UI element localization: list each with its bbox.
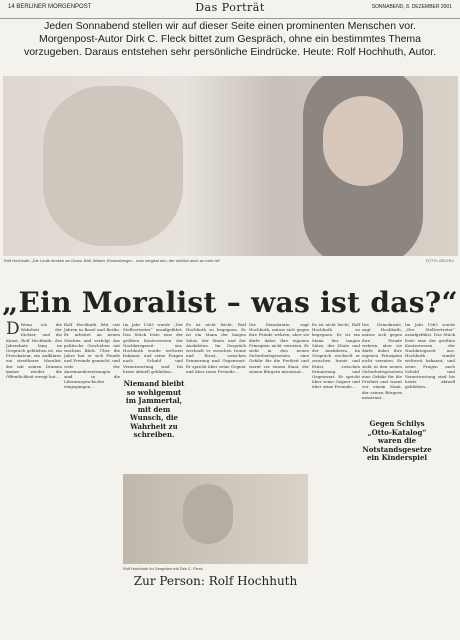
headline: „Ein Moralist – was ist das?“ (2, 286, 458, 319)
pull-quote: Niemand bleibt so wohlgemut im Jammertal, mit dem Wunsch, die Wahrheit zu schreiben. (123, 379, 185, 439)
issue-date: SONNABEND, 8. DEZEMBER 2001 (371, 4, 452, 10)
main-photo (3, 76, 458, 256)
photo-caption: Rolf Hochhuth: „Die Leute denken an Grass, Böll, Walser, Enzensberger... man vergisst den, der wirklich auch an mich ist“ (4, 258, 221, 263)
column-3-top: Im Jahr 1963 wurde „Der Stellvertreter“ uraufgeführt. Das Stück löste eine der größten Kontroversen der Nachkriegszeit aus. Hochhuth wurde weltweit bekannt, und seine Fragen nach Schuld und Verantwortung sind bis heute aktuell geblieben... (123, 322, 183, 374)
column-2: Rolf Hochhuth lebt seit Jahren in Basel und Berlin. Er arbeitet an neuen Stücken und verfolgt das politische Geschehen mit wachem Blick. Über die Jahre hat er sich Feinde und Freunde gemacht, und viele der Auseinandersetzungen sind in die Literaturgeschichte eingegangen... (64, 322, 120, 390)
secondary-photo-caption: Rolf Hochhuth im Gespräch mit Dirk C. Fleck. (123, 566, 204, 571)
drop-cap: D (6, 319, 20, 339)
page-number: 14 BERLINER MORGENPOST (8, 4, 92, 10)
section-title: Das Porträt (195, 1, 265, 14)
column-6: Es ist nicht leicht, Rolf Hochhuth zu begegnen. Er ist ein Mann der langen Sätze, der Zitate und der Anekdoten. Im Gespräch wechselt er zwischen Ironie und Ernst, zwischen Erinnerung und Gegenwart. Er spricht über seine Gegner und über seine Freunde... (312, 322, 360, 390)
page-header (0, 0, 460, 19)
column-1: D Wenn ich die Wahrheit der Dichter, und die Kunst, Rolf Hochhuth, des Jahrzehnte lang im Gespräch geblieben ist, ein Provokateur, ein Aufklärer, ein streitbarer Moralist, der mit seinen Dramen immer wieder die Öffentlichkeit erregt hat... (6, 319, 62, 380)
subheading: Zur Person: Rolf Hochhuth (133, 574, 298, 588)
intro-text: Jeden Sonnabend stellen wir auf dieser Seite einen prominenten Menschen vor. Morgenpost-Autor Dirk C. Fleck bittet zum Gespräch, ohne ein bestimmtes Thema vorzugeben. Daraus entstehen sehr persönliche Eindrücke. Heute: Rolf Hochhuth, Autor. (23, 20, 437, 58)
column-5: Die Demokratie, sagt Hochhuth, müsse sich gegen ihre Feinde wehren, aber sie dürfe dabei ihre eigenen Prinzipien nicht verraten. Er sieht in den neuen Sicherheitsgesetzen eine Gefahr für die Freiheit und warnt vor einem Staat, der seinen Bürgern misstraut... (249, 322, 309, 374)
column-8: Im Jahr 1963 wurde „Der Stellvertreter“ uraufgeführt. Das Stück löste eine der größten Kontroversen der Nachkriegszeit aus. Hochhuth wurde weltweit bekannt, und seine Fragen nach Schuld und Verantwortung sind bis heute aktuell geblieben... (405, 322, 455, 390)
secondary-photo (123, 474, 308, 564)
column-7: Die Demokratie, sagt Hochhuth, müsse sich gegen ihre Feinde wehren, aber sie dürfe dabei ihre eigenen Prinzipien nicht verraten. Er sieht in den neuen Sicherheitsgesetzen eine Gefahr für die Freiheit und warnt vor einem Staat, der seinen Bürgern misstraut... (362, 322, 404, 400)
photo-credit: FOTO: ARCHIV (425, 258, 454, 263)
column-4: Es ist nicht leicht, Rolf Hochhuth zu begegnen. Er ist ein Mann der langen Sätze, der Zitate und der Anekdoten. Im Gespräch wechselt er zwischen Ironie und Ernst, zwischen Erinnerung und Gegenwart. Er spricht über seine Gegner und über seine Freunde... (186, 322, 246, 374)
pull-quote-2: Gegen Schilys „Otto-Katalog“ waren die Notstandsgesetze ein Kinderspiel (362, 419, 432, 462)
